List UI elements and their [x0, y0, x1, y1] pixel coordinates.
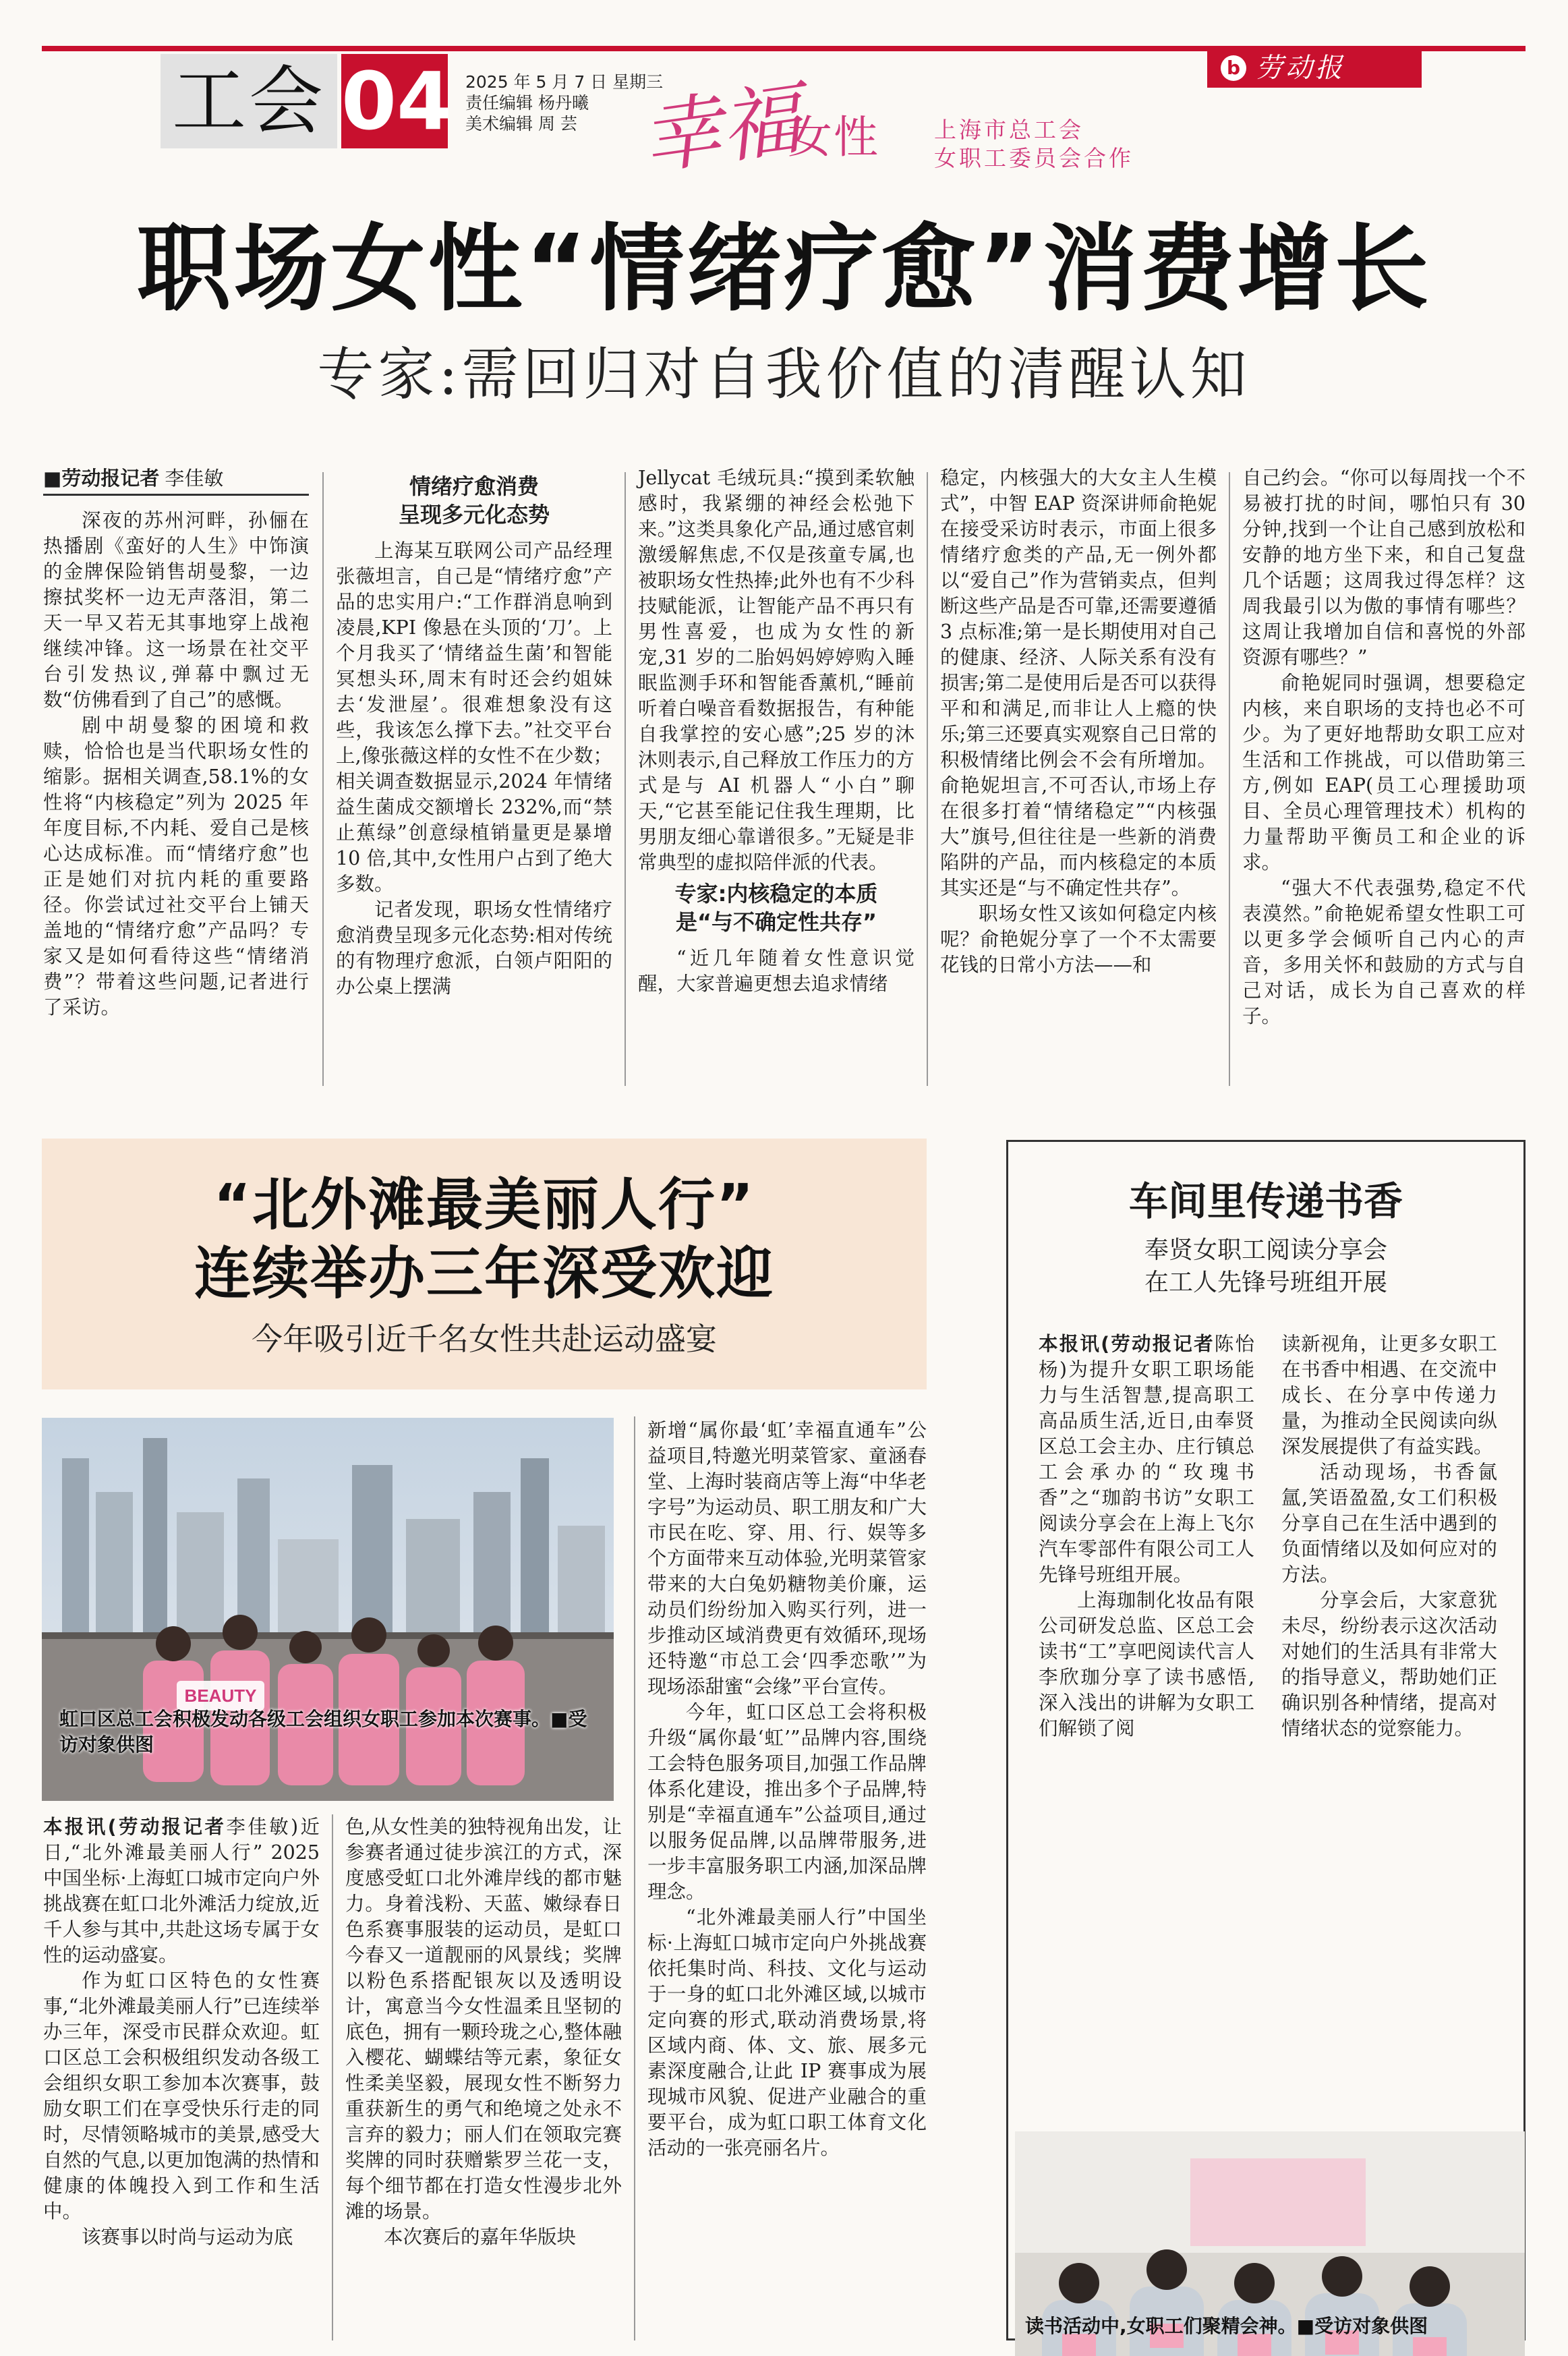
- paragraph: 上海珈制化妆品有限公司研发总监、区总工会读书“工”享吧阅读代言人李欣珈分享了读书感悟,深入浅出的讲解为女职工们解锁了阅: [1039, 1589, 1254, 1740]
- lead-in: 本报讯(劳动报记者: [1039, 1333, 1215, 1355]
- paragraph: “近几年随着女性意识觉醒，大家普遍更想去追求情绪: [638, 947, 914, 995]
- paragraph: 分享会后，大家意犹未尽，纷纷表示这次活动对她们的生活具有非常大的指导意义，帮助她们正确识别各种情绪，提高对情绪状态的觉察能力。: [1281, 1589, 1497, 1740]
- newspaper-name: 劳动报: [1256, 53, 1345, 84]
- paragraph: 自己约会。“你可以每周找一个不易被打扰的时间，哪怕只有 30 分钟,找到一个让自己感到放松和安静的地方坐下来，和自己复盘几个话题；这周我过得怎样？这周我最引以为傲的事情有哪些？这周让我增加自信和喜悦的外部资源有哪些？”: [1242, 467, 1526, 668]
- paragraph: “强大不代表强势,稳定不代表漠然。”俞艳妮希望女性职工可以更多学会倾听自己内心的声音，多用关怀和鼓励的方式与自己对话，成长为自己喜欢的样子。: [1242, 877, 1526, 1027]
- story3-subhead: [1006, 1234, 1526, 1299]
- section-subhead: 专家:内核稳定的本质 是“与不确定性共存”: [674, 881, 878, 935]
- story3-subhead-line-1: 奉贤女职工阅读分享会: [1144, 1236, 1387, 1264]
- column-brand-text: 女性: [788, 111, 879, 163]
- paragraph: 稳定，内核强大的大女主人生模式”，中智 EAP 资深讲师俞艳妮在接受采访时表示，市面上很多情绪疗愈类的产品,无一例外都以“爱自己”作为营销卖点，但判断这些产品是否可靠,还需要遵循 3 点标准;第一是长期使用对自己的健康、经济、人际关系有没有损害;第二是使用后是否可以获得平和和满足,而非让人上瘾的快乐;第三还要真实观察自己日常的积极情绪比例会不会有所增加。俞艳妮坦言,不可否认,市场上存在很多打着“情绪稳定”“内核强大”旗号,但往往是一些新的消费陷阱的产品，而内核稳定的本质其实还是“与不确定性共存”。: [940, 467, 1217, 899]
- edit-info: [465, 71, 663, 134]
- photo-credit: ■受访对象供图: [59, 1708, 587, 1756]
- paragraph: 读新视角，让更多女职工在书香中相遇、在交流中成长、在分享中传递力量，为推动全民阅读向纵深发展提供了有益实践。: [1281, 1333, 1497, 1458]
- story3-column-1: [1039, 1331, 1254, 1742]
- main-subhead: 专家:需回归对自我价值的清醒认知: [317, 341, 1251, 407]
- paragraph: 色,从女性美的独特视角出发，让参赛者通过徒步滨江的方式，深度感受虹口北外滩岸线的都市魅力。身着浅粉、天蓝、嫩绿春日色系赛事服装的运动员，是虹口今春又一道靓丽的风景线；奖牌以粉色系搭配银灰以及透明设计，寓意当今女性温柔且坚韧的底色，拥有一颗玲珑之心,整体融入樱花、蝴蝶结等元素，象征女性柔美坚毅，展现女性不断努力重获新生的勇气和绝境之处永不言弃的毅力；丽人们在领取完赛奖牌的同时获赠紫罗兰花一支，每个细节都在打造女性漫步北外滩的场景。: [345, 1816, 622, 2222]
- page-number: 04: [341, 55, 453, 148]
- paragraph: Jellycat 毛绒玩具:“摸到柔软触感时，我紧绷的神经会松弛下来。”这类具象化产品,通过感官刺激缓解焦虑,不仅是孩童专属,也被职场女性热捧;此外也有不少科技赋能派，让智能产品不再只有男性喜爱，也成为女性的新宠,31 岁的二胎妈妈婷婷购入睡眠监测手环和智能香薰机,“睡前听着白噪音看数据报告，有种能自我掌控的安心感”;25 岁的沐沐则表示,自己释放工作压力的方式是与 AI 机器人“小白”聊天,“它甚至能记住我生理期，比男朋友细心靠谱很多。”无疑是非常典型的虚拟陪伴派的代表。: [638, 467, 914, 873]
- column-divider: [927, 472, 928, 1086]
- photo-credit: ■受访对象供图: [1296, 2315, 1428, 2337]
- byline-label: ■劳动报记者: [43, 467, 160, 490]
- paragraph: 该赛事以时尚与运动为底: [82, 2226, 293, 2248]
- byline: [43, 465, 309, 496]
- caption-text: 读书活动中,女职工们聚精会神。: [1025, 2315, 1297, 2337]
- story3-headline: 车间里传递书香: [1128, 1178, 1403, 1224]
- story2-headline: [42, 1170, 927, 1308]
- partner-line-1: 上海市总工会: [934, 117, 1084, 143]
- main-headline: 职场女性“情绪疗愈”消费增长: [136, 214, 1432, 324]
- byline-name: 李佳敏: [165, 467, 224, 490]
- section-label: 工会: [161, 54, 337, 148]
- story1-column-3: [638, 465, 914, 997]
- photo-sign-text: BEAUTY: [184, 1686, 257, 1706]
- story1-column-5: [1242, 465, 1526, 1029]
- paragraph: “北外滩最美丽人行”中国坐标·上海虹口城市定向户外挑战赛依托集时尚、科技、文化与运动于一身的虹口北外滩区域,以城市定向赛的形式,联动消费场景,将区域内商、体、文、旅、展多元素深度融合,让此 IP 赛事成为展现城市风貌、促进产业融合的重要平台，成为虹口职工体育文化活动的一张亮丽名片。: [647, 1906, 927, 2159]
- story1-column-4: [940, 465, 1217, 978]
- reporter-name: 李佳敏: [226, 1816, 291, 1838]
- newspaper-logo-icon: b: [1221, 55, 1246, 81]
- column-partner: [934, 116, 1134, 173]
- column-divider: [322, 472, 324, 1086]
- paragraph: 俞艳妮同时强调，想要稳定内核，来自职场的支持也必不可少。为了更好地帮助女职工应对生活和工作挑战，可以借助第三方,例如 EAP(员工心理援助项目、全员心理管理技术）机构的力量帮助平衡员工和企业的诉求。: [1242, 672, 1526, 873]
- story2-column-2: [345, 1814, 622, 2250]
- story2-column-3: [647, 1418, 927, 2161]
- column-divider: [625, 472, 626, 1086]
- story2-column-1: [43, 1814, 320, 2250]
- story1-column-1: [43, 465, 309, 1021]
- lead-in: 本报讯(劳动报记者: [43, 1816, 227, 1838]
- section-subhead: 情绪疗愈消费 呈现多元化态势: [398, 473, 550, 527]
- designer-line: 美术编辑 周 芸: [465, 114, 577, 134]
- story1-column-2: [336, 468, 612, 1000]
- story3-photo-caption: [1025, 2314, 1524, 2339]
- story2-headline-line-2: 连续举办三年深受欢迎: [194, 1240, 774, 1306]
- story2-subhead: 今年吸引近千名女性共赴运动盛宴: [252, 1321, 717, 1357]
- paragraph: 今年，虹口区总工会将积极升级“属你最‘虹’”品牌内容,围绕工会特色服务项目,加强工作品牌体系化建设，推出多个子品牌,特别是“幸福直通车”公益项目,通过以服务促品牌,以品牌带服务,进一步丰富服务职工内涵,加深品牌理念。: [647, 1701, 927, 1903]
- partner-line-2: 女职工委员会合作: [934, 145, 1134, 171]
- column-divider: [1229, 472, 1230, 1086]
- newspaper-logo: [1207, 46, 1422, 88]
- column-divider: [332, 1814, 333, 2340]
- paragraph: 本报讯(劳动报记者李佳敏)近日,“北外滩最美丽人行” 2025 中国坐标·上海虹口城市定向户外挑战赛在虹口北外滩活力绽放,近千人参与其中,共赴这场专属于女性的运动盛宴。: [43, 1816, 320, 1966]
- story2-photo-caption: [59, 1706, 606, 1758]
- paragraph: 本报讯(劳动报记者陈怡杨)为提升女职工职场能力与生活智慧,提高职工高品质生活,近日,由奉贤区总工会主办、庄行镇总工会承办的“玫瑰书香”之“珈韵书访”女职工阅读分享会在上海上飞尔汽车零部件有限公司工人先锋号班组开展。: [1039, 1333, 1254, 1586]
- column-brand-script: 幸福: [635, 71, 807, 186]
- paragraph: 上海某互联网公司产品经理张薇坦言，自己是“情绪疗愈”产品的忠实用户:“工作群消息响到凌晨,KPI 像悬在头顶的‘刀’。上个月我买了‘情绪益生菌’和智能冥想头环,周末有时还会约姐妹去‘发泄屋’。很难想象没有这些，我该怎么撑下去。”社交平台上,像张薇这样的女性不在少数；相关调查数据显示,2024 年情绪益生菌成交额增长 232%,而“禁止蕉绿”创意绿植销量更是暴增 10 倍,其中,女性用户占到了绝大多数。: [336, 540, 612, 895]
- caption-text: 虹口区总工会积极发动各级工会组织女职工参加本次赛事。: [59, 1708, 551, 1730]
- editor-line: 责任编辑 杨丹曦: [465, 93, 589, 113]
- reporter-name: 陈怡杨: [1039, 1333, 1254, 1381]
- date-line: 2025 年 5 月 7 日 星期三: [465, 72, 664, 92]
- story3-column-2: [1281, 1331, 1497, 1742]
- paragraph: 作为虹口区特色的女性赛事,“北外滩最美丽人行”已连续举办三年，深受市民群众欢迎。虹口区总工会积极组织发动各级工会组织女职工参加本次赛事，鼓励女职工们在享受快乐行走的同时，尽情领略城市的美景,感受大自然的气息,以更加饱满的热情和健康的体魄投入到工作和生活中。: [43, 1970, 320, 2222]
- story2-headline-line-1: “北外滩最美丽人行”: [213, 1172, 755, 1238]
- paragraph: 记者发现，职场女性情绪疗愈消费呈现多元化态势:相对传统的有物理疗愈派，白领卢阳阳的办公桌上摆满: [336, 898, 612, 998]
- paragraph: 职场女性又该如何稳定内核呢？俞艳妮分享了一个不太需要花钱的日常小方法——和: [940, 902, 1217, 976]
- story3-subhead-line-2: 在工人先锋号班组开展: [1144, 1269, 1387, 1296]
- paragraph: 深夜的苏州河畔，孙俪在热播剧《蛮好的人生》中饰演的金牌保险销售胡曼黎，一边擦拭奖杯一边无声落泪，第二天一早又若无其事地穿上战袍继续冲锋。这一场景在社交平台引发热议,弹幕中飘过无数“仿佛看到了自己”的感慨。: [43, 509, 309, 711]
- paragraph: 剧中胡曼黎的困境和救赎，恰恰也是当代职场女性的缩影。据相关调查,58.1%的女性将“内核稳定”列为 2025 年年度目标,不内耗、爱自己是核心达成标准。而“情绪疗愈”也正是她们对抗内耗的重要路径。你尝试过社交平台上铺天盖地的“情绪疗愈”产品吗？专家又是如何看待这些“情绪消费”？带着这些问题,记者进行了采访。: [43, 714, 309, 1018]
- paragraph: 活动现场，书香氤氲,笑语盈盈,女工们积极分享自己在生活中遇到的负面情绪以及如何应对的方法。: [1281, 1461, 1497, 1586]
- paragraph: 本次赛后的嘉年华版块: [384, 2226, 577, 2248]
- paragraph: 新增“属你最‘虹’幸福直通车”公益项目,特邀光明菜管家、童涵春堂、上海时装商店等上海“中华老字号”为运动员、职工朋友和广大市民在吃、穿、用、行、娱等多个方面带来互动体验,光明菜管家带来的大白兔奶糖物美价廉，运动员们纷纷加入购买行列，进一步推动区域消费更有效循环,现场还特邀“市总工会‘四季恋歌’”为现场添甜蜜“会缘”平台宣传。: [647, 1419, 927, 1698]
- column-divider: [634, 1416, 635, 2340]
